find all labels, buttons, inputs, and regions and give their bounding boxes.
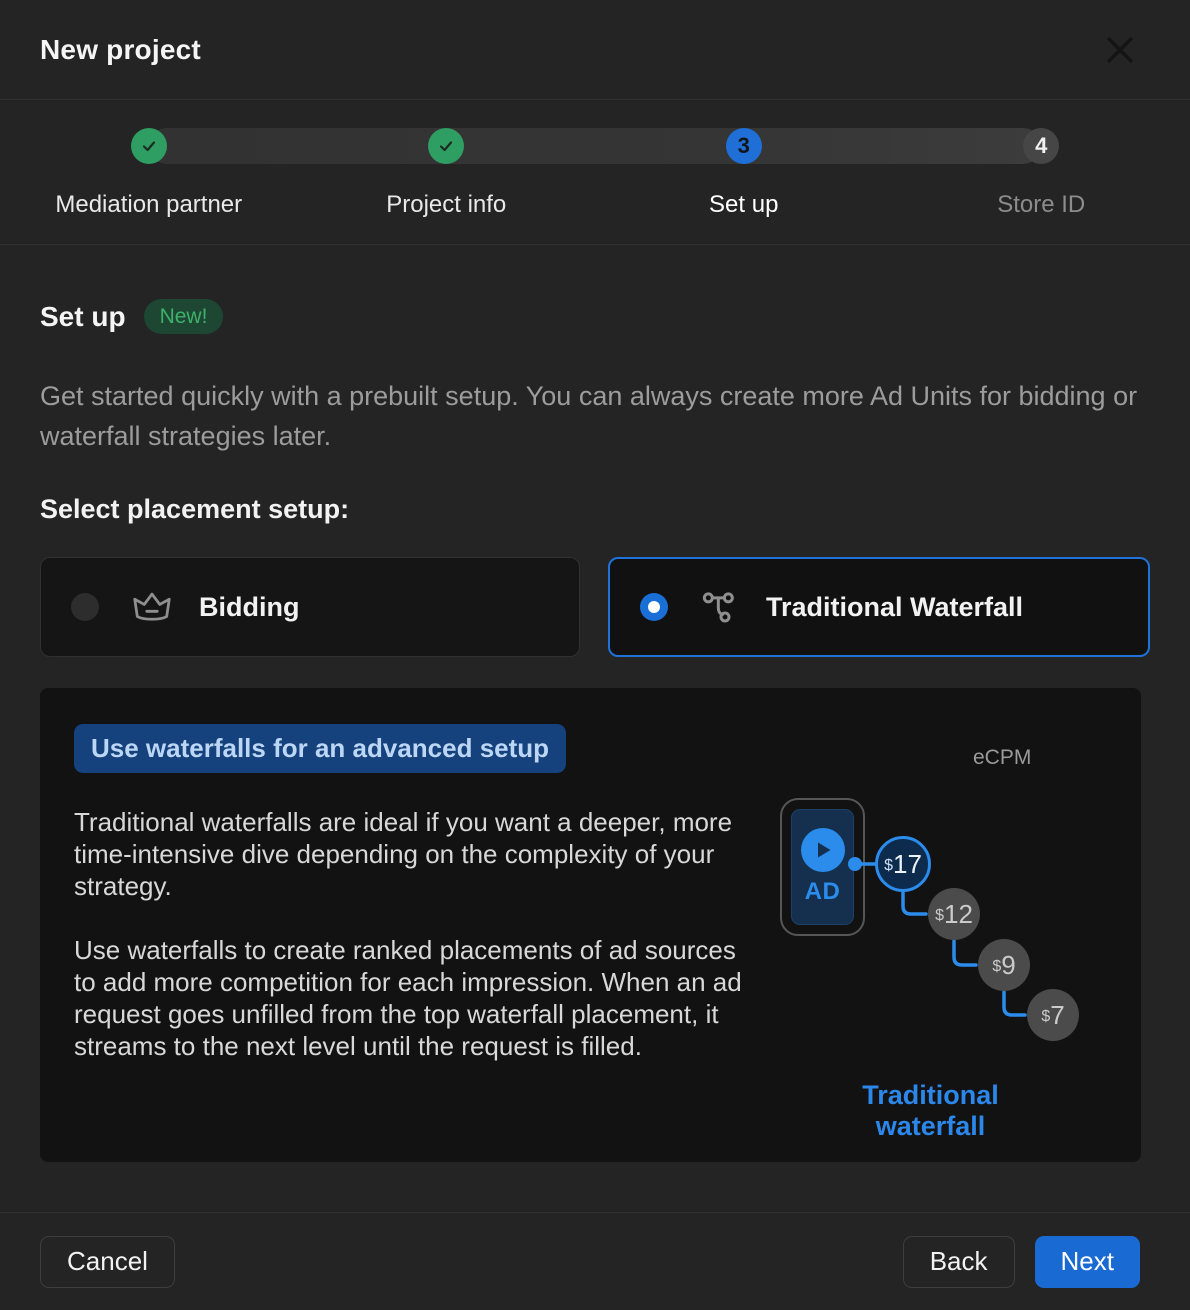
option-label: Bidding: [199, 591, 300, 622]
phone-screen: [791, 809, 854, 925]
step-number: 4: [1023, 128, 1059, 164]
currency-sign: $: [992, 958, 1002, 975]
ecpm-node-9: [978, 939, 1030, 991]
next-button[interactable]: Next: [1035, 1236, 1140, 1288]
stepper: [0, 100, 1190, 245]
ecpm-amount: 7: [1050, 1000, 1065, 1030]
close-button[interactable]: [1098, 28, 1142, 72]
cancel-button[interactable]: Cancel: [40, 1236, 175, 1288]
currency-sign: $: [935, 907, 944, 924]
crown-icon: [131, 588, 173, 626]
placement-options: [40, 557, 1150, 657]
modal-footer: [0, 1212, 1190, 1310]
step-mediation-partner[interactable]: [0, 100, 298, 244]
waterfall-info-panel: [40, 688, 1141, 1162]
new-badge: New!: [144, 299, 224, 334]
step-label: Project info: [386, 191, 507, 218]
option-bidding[interactable]: [40, 557, 580, 657]
ecpm-amount: 9: [1001, 950, 1016, 980]
step-set-up[interactable]: [595, 100, 893, 244]
waterfall-icon: [700, 587, 740, 627]
waterfall-radio[interactable]: [640, 593, 668, 621]
step-store-id[interactable]: [893, 100, 1190, 244]
play-icon: [801, 828, 845, 872]
step-label: Set up: [709, 191, 779, 218]
section-description: Get started quickly with a prebuilt setup. You can always create more Ad Units for bidding or waterfall strategies later.: [40, 381, 1138, 451]
modal-title: New project: [40, 33, 201, 65]
step-number: 3: [726, 128, 762, 164]
step-label: Mediation partner: [55, 191, 243, 218]
bidding-radio[interactable]: [71, 593, 99, 621]
ecpm-node-7: [1027, 989, 1079, 1041]
modal-header: [0, 0, 1190, 100]
check-icon: [139, 136, 159, 156]
ecpm-node-12: [928, 888, 980, 940]
illustration-caption: Traditional waterfall: [862, 1080, 999, 1141]
back-button[interactable]: Back: [903, 1236, 1015, 1288]
modal-body: [0, 245, 1190, 1212]
step-project-info[interactable]: [298, 100, 596, 244]
option-traditional-waterfall[interactable]: [608, 557, 1150, 657]
step-label: Store ID: [997, 191, 1086, 218]
currency-sign: $: [884, 857, 893, 874]
select-placement-label: Select placement setup:: [40, 494, 350, 524]
currency-sign: $: [1041, 1008, 1051, 1025]
panel-title-badge: Use waterfalls for an advanced setup: [74, 724, 566, 773]
check-icon: [436, 136, 456, 156]
ecpm-amount: 17: [892, 849, 922, 879]
ecpm-amount: 12: [943, 899, 973, 929]
section-title: Set up: [40, 300, 126, 332]
option-label: Traditional Waterfall: [766, 591, 1024, 622]
ad-label: AD: [804, 878, 841, 905]
close-icon: [1101, 31, 1139, 69]
panel-paragraph-2: Use waterfalls to create ranked placements of ad sources to add more competition for each impression. When an ad request goes unfilled from the top waterfall placement, it streams to the next level until the request is filled.: [74, 935, 742, 1061]
phone-illustration: [780, 798, 865, 936]
panel-paragraph-1: Traditional waterfalls are ideal if you want a deeper, more time-intensive dive depending on the complexity of your strategy.: [74, 807, 733, 901]
ecpm-label: eCPM: [973, 746, 1032, 769]
ecpm-node-17: [875, 836, 931, 892]
